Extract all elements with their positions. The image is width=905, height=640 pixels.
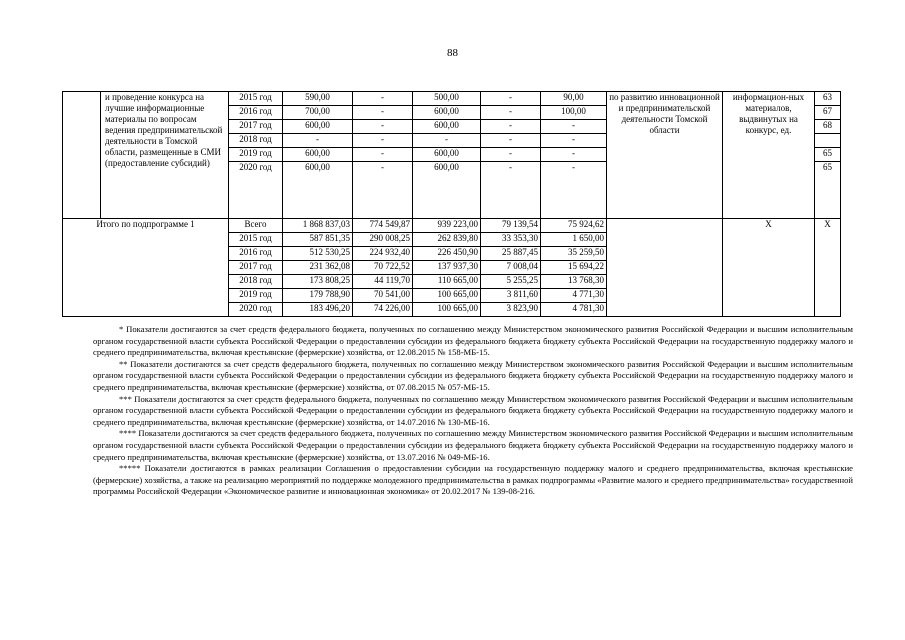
amount-cell: 70 541,00 (353, 289, 413, 303)
amount-cell: - (481, 148, 541, 162)
footnote: * Показатели достигаются за счет средств федерального бюджета, полученных по соглашению между Министерством экономического развития Российской Федерации и высшим исполнительным органом государственной власти субъекта Российской Федерации о предоставлении субсидии из федерального бюджета бюджету субъекта Российской Федерации на государственную поддержку малого и среднего предпринимательства, включая крестьянские (фермерские) хозяйства, от 12.08.2015 № 158-МБ-15. (93, 324, 853, 358)
amount-cell: - (353, 120, 413, 134)
indicator-value: 65 (815, 162, 841, 219)
amount-cell: 600,00 (413, 148, 481, 162)
amount-cell: 290 008,25 (353, 233, 413, 247)
indicator-cell: информацион-ных материалов, выдвинутых на конкурс, ед. (723, 92, 815, 219)
indicator-value: 67 (815, 106, 841, 120)
value-mark: X (815, 219, 841, 317)
amount-cell: 7 008,04 (481, 261, 541, 275)
year-cell: Всего (229, 219, 283, 233)
amount-cell: - (353, 162, 413, 219)
executor-cell: по развитию инновационной и предпринимательской деятельности Томской области (607, 92, 723, 219)
amount-cell: 590,00 (283, 92, 353, 106)
amount-cell: 774 549,87 (353, 219, 413, 233)
year-cell: 2017 год (229, 261, 283, 275)
amount-cell: 600,00 (413, 162, 481, 219)
amount-cell: 1 868 837,03 (283, 219, 353, 233)
amount-cell: 700,00 (283, 106, 353, 120)
amount-cell: 600,00 (413, 106, 481, 120)
amount-cell: - (541, 134, 607, 148)
year-cell: 2020 год (229, 162, 283, 219)
amount-cell: 100,00 (541, 106, 607, 120)
amount-cell: 600,00 (413, 120, 481, 134)
amount-cell: 5 255,25 (481, 275, 541, 289)
amount-cell: - (413, 134, 481, 148)
amount-cell: - (481, 106, 541, 120)
amount-cell: 3 811,60 (481, 289, 541, 303)
amount-cell: 587 851,35 (283, 233, 353, 247)
amount-cell: - (481, 92, 541, 106)
amount-cell: - (541, 162, 607, 219)
year-cell: 2016 год (229, 247, 283, 261)
amount-cell: 4 781,30 (541, 303, 607, 317)
amount-cell: 183 496,20 (283, 303, 353, 317)
event-description: и проведение конкурса на лучшие информационные материалы по вопросам ведения предпринимательской деятельности в Томской области, размещенные в СМИ (предоставление субсидий) (101, 92, 229, 219)
amount-cell: 173 808,25 (283, 275, 353, 289)
amount-cell: 13 768,30 (541, 275, 607, 289)
amount-cell: - (353, 148, 413, 162)
amount-cell: 4 771,30 (541, 289, 607, 303)
footnotes (93, 324, 853, 498)
amount-cell: 44 119,70 (353, 275, 413, 289)
page-number: 88 (447, 47, 458, 59)
indicator-value: 63 (815, 92, 841, 106)
amount-cell: 600,00 (283, 162, 353, 219)
amount-cell: 226 450,90 (413, 247, 481, 261)
row-index-cell (63, 92, 101, 219)
year-cell: 2020 год (229, 303, 283, 317)
amount-cell: 600,00 (283, 120, 353, 134)
amount-cell: - (481, 120, 541, 134)
amount-cell: - (481, 134, 541, 148)
amount-cell: - (541, 148, 607, 162)
indicator-value (815, 134, 841, 148)
subtotal-label: Итого по подпрограмме 1 (63, 219, 229, 317)
amount-cell: - (353, 106, 413, 120)
year-cell: 2019 год (229, 289, 283, 303)
year-cell: 2016 год (229, 106, 283, 120)
footnote: ** Показатели достигаются за счет средств федерального бюджета, полученных по соглашению между Министерством экономического развития Российской Федерации и высшим исполнительным органом государственной власти субъекта Российской Федерации о предоставлении субсидии из федерального бюджета бюджету субъекта Российской Федерации на государственную поддержку малого и среднего предпринимательства, включая крестьянские (фермерские) хозяйства, от 07.08.2015 № 057-МБ-15. (93, 358, 853, 392)
year-cell: 2015 год (229, 92, 283, 106)
amount-cell: 600,00 (283, 148, 353, 162)
amount-cell: - (541, 120, 607, 134)
amount-cell: 79 139,54 (481, 219, 541, 233)
indicator-value: 65 (815, 148, 841, 162)
program-table (62, 91, 841, 317)
amount-cell: 512 530,25 (283, 247, 353, 261)
footnote: *** Показатели достигаются за счет средств федерального бюджета, полученных по соглашению между Министерством экономического развития Российской Федерации и высшим исполнительным органом государственной власти субъекта Российской Федерации о предоставлении субсидии из федерального бюджета бюджету субъекта Российской Федерации на государственную поддержку малого и среднего предпринимательства, включая крестьянские (фермерские) хозяйства, от 14.07.2016 № 130-МБ-16. (93, 393, 853, 427)
amount-cell: - (283, 134, 353, 148)
amount-cell: 35 259,50 (541, 247, 607, 261)
table-row (63, 92, 841, 106)
amount-cell: 262 839,80 (413, 233, 481, 247)
footnote: **** Показатели достигаются за счет средств федерального бюджета, полученных по соглашению между Министерством экономического развития Российской Федерации и высшим исполнительным органом государственной власти субъекта Российской Федерации о предоставлении субсидии из федерального бюджета бюджету субъекта Российской Федерации на государственную поддержку малого и среднего предпринимательства, включая крестьянские (фермерские) хозяйства, от 13.07.2016 № 049-МБ-16. (93, 428, 853, 462)
amount-cell: 100 665,00 (413, 303, 481, 317)
amount-cell: 231 362,08 (283, 261, 353, 275)
amount-cell: 25 887,45 (481, 247, 541, 261)
amount-cell: 110 665,00 (413, 275, 481, 289)
amount-cell: 1 650,00 (541, 233, 607, 247)
amount-cell: 33 353,30 (481, 233, 541, 247)
amount-cell: 100 665,00 (413, 289, 481, 303)
amount-cell: - (353, 134, 413, 148)
year-cell: 2019 год (229, 148, 283, 162)
indicator-mark: X (723, 219, 815, 317)
amount-cell: 179 788,90 (283, 289, 353, 303)
year-cell: 2017 год (229, 120, 283, 134)
amount-cell: 90,00 (541, 92, 607, 106)
indicator-value: 68 (815, 120, 841, 134)
amount-cell: - (353, 92, 413, 106)
amount-cell: 3 823,90 (481, 303, 541, 317)
year-cell: 2018 год (229, 134, 283, 148)
year-cell: 2015 год (229, 233, 283, 247)
amount-cell: 15 694,22 (541, 261, 607, 275)
amount-cell: 224 932,40 (353, 247, 413, 261)
amount-cell: 70 722,52 (353, 261, 413, 275)
amount-cell: 939 223,00 (413, 219, 481, 233)
amount-cell: 137 937,30 (413, 261, 481, 275)
footnote: ***** Показатели достигаются в рамках реализации Соглашения о предоставлении субсидии на государственную поддержку малого и среднего предпринимательства, включая крестьянские (фермерские) хозяйства, а также на реализацию мероприятий по поддержке молодежного предпринимательства в рамках подпрограммы «Развитие малого и среднего предпринимательства» государственной программы Российской Федерации «Экономическое развитие и инновационная экономика» от 20.02.2017 № 139-08-216. (93, 463, 853, 497)
year-cell: 2018 год (229, 275, 283, 289)
executor-cell (607, 219, 723, 317)
amount-cell: - (481, 162, 541, 219)
amount-cell: 500,00 (413, 92, 481, 106)
amount-cell: 74 226,00 (353, 303, 413, 317)
amount-cell: 75 924,62 (541, 219, 607, 233)
table-row (63, 219, 841, 233)
